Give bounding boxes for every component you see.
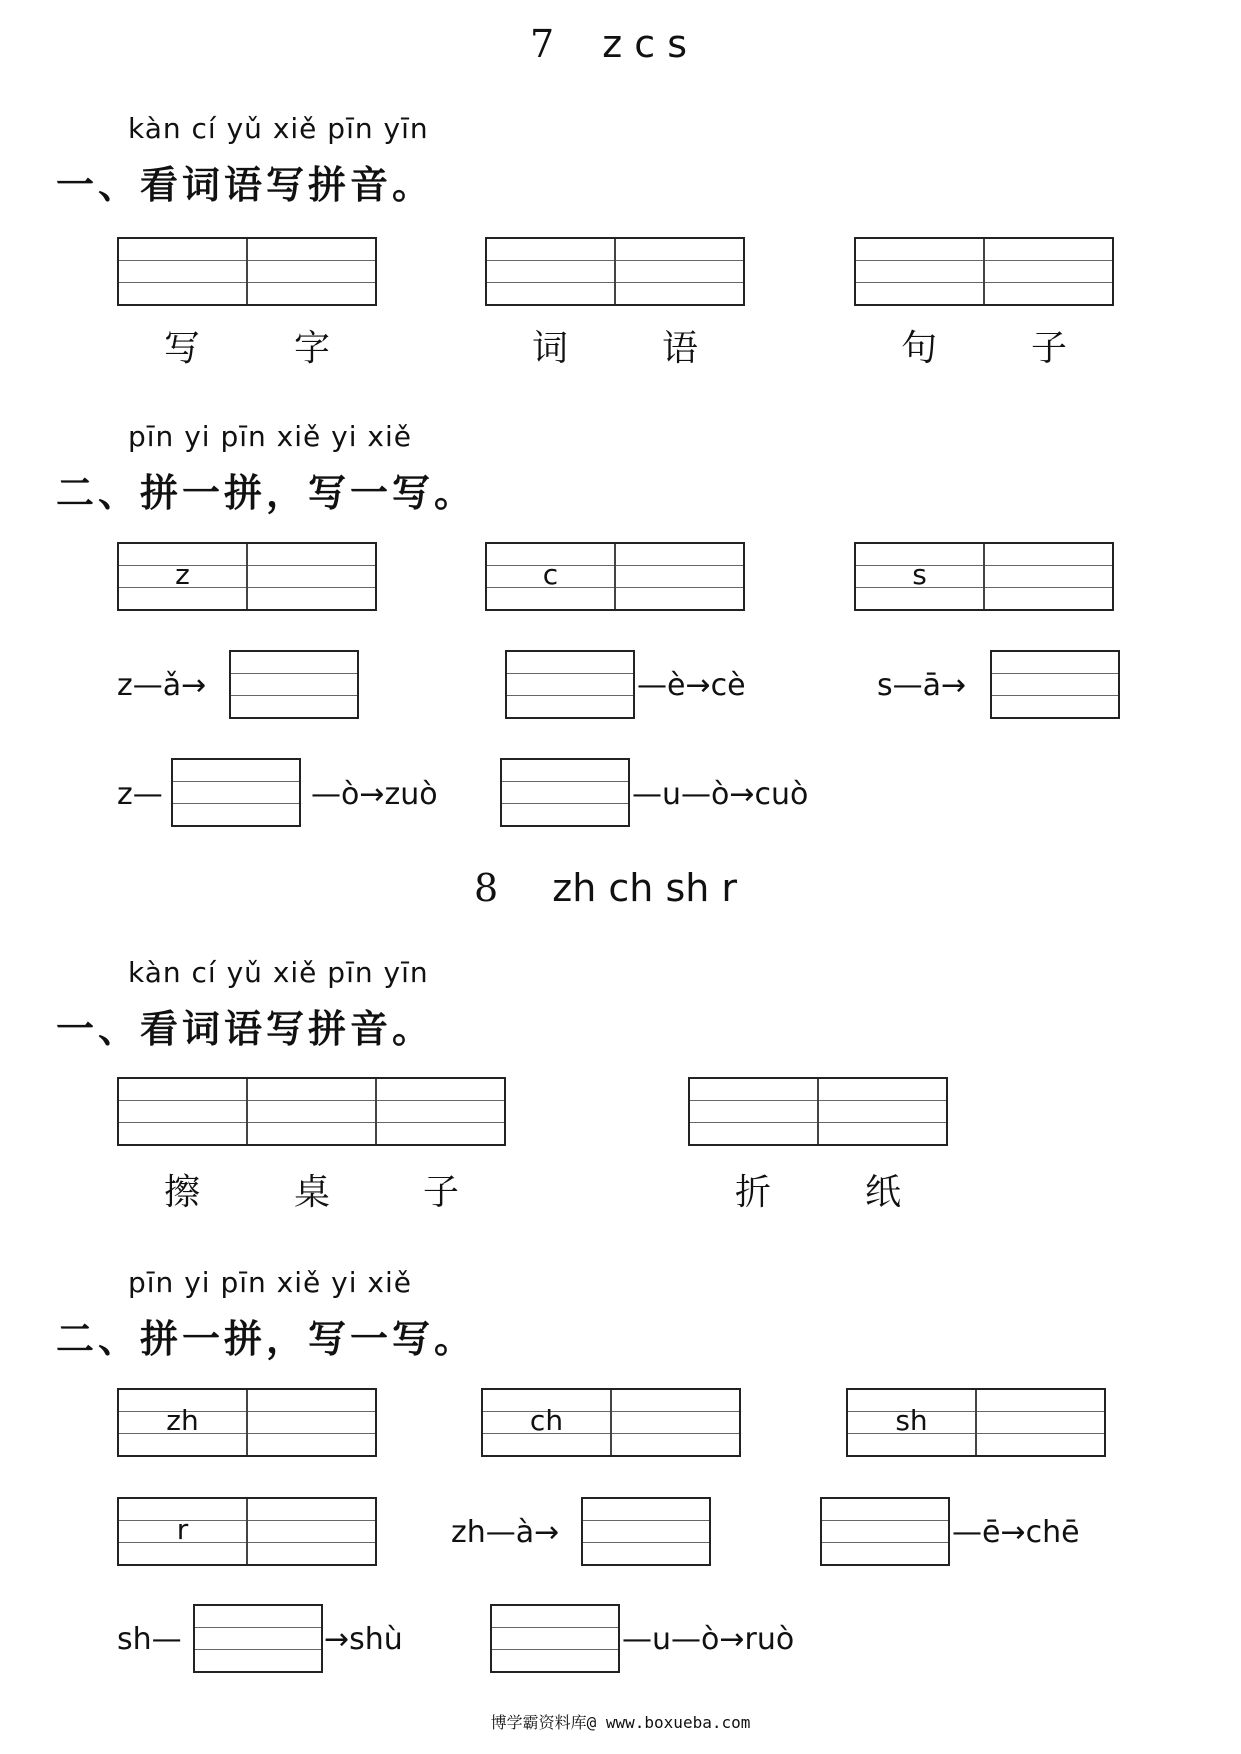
spell-expression: —ò→zuò — [311, 777, 438, 812]
writing-grid[interactable] — [117, 542, 377, 611]
word-char: 纸 — [864, 1172, 901, 1213]
lesson8-s1-pinyin: kàn cí yǔ xiě pīn yīn — [128, 956, 429, 989]
answer-box[interactable] — [229, 650, 359, 719]
answer-box[interactable] — [990, 650, 1120, 719]
given-initial: z — [175, 558, 190, 591]
lesson8-s2-heading: 二、拼一拼，写一写。 — [56, 1317, 477, 1361]
writing-grid[interactable] — [485, 542, 745, 611]
lesson7-s1-pinyin: kàn cí yǔ xiě pīn yīn — [128, 112, 429, 145]
answer-box[interactable] — [500, 758, 630, 827]
given-initial: ch — [529, 1404, 564, 1437]
word-char: 折 — [734, 1172, 771, 1213]
word-char: 写 — [163, 328, 200, 369]
word-char: 子 — [422, 1172, 459, 1213]
writing-grid[interactable] — [854, 542, 1114, 611]
spell-expression: sh— — [117, 1622, 182, 1657]
spell-expression: s—ā→ — [877, 668, 967, 703]
word-char: 词 — [531, 328, 568, 369]
lesson8-number: 8 — [474, 866, 499, 910]
answer-box[interactable] — [505, 650, 635, 719]
spell-expression: —ē→chē — [952, 1515, 1080, 1550]
spell-expression: →shù — [324, 1622, 403, 1657]
answer-box[interactable] — [490, 1604, 620, 1673]
word-char: 子 — [1030, 328, 1067, 369]
writing-grid[interactable] — [117, 1497, 377, 1566]
given-initial: r — [176, 1513, 189, 1546]
writing-grid[interactable] — [481, 1388, 741, 1457]
given-initial: sh — [895, 1404, 928, 1437]
writing-grid[interactable] — [846, 1388, 1106, 1457]
footer-watermark: 博学霸资料库@ www.boxueba.com — [490, 1713, 751, 1732]
given-initial: zh — [166, 1404, 199, 1437]
lesson8-title — [474, 866, 737, 910]
spell-expression: z—ǎ→ — [117, 668, 207, 703]
spell-expression: z— — [117, 777, 163, 812]
given-initial: c — [542, 558, 559, 591]
spell-expression: —u—ò→ruò — [622, 1622, 795, 1657]
word-char: 字 — [293, 328, 330, 369]
answer-box[interactable] — [171, 758, 301, 827]
word-char: 句 — [900, 328, 937, 369]
lesson7-s2-pinyin: pīn yi pīn xiě yi xiě — [128, 420, 412, 453]
writing-grid[interactable] — [688, 1077, 948, 1146]
writing-grid[interactable] — [854, 237, 1114, 306]
lesson7-s1-heading: 一、看词语写拼音。 — [56, 163, 435, 207]
spell-expression: —è→cè — [637, 668, 746, 703]
answer-box[interactable] — [193, 1604, 323, 1673]
writing-grid[interactable] — [117, 1388, 377, 1457]
lesson7-number: 7 — [530, 22, 555, 66]
answer-box[interactable] — [820, 1497, 950, 1566]
given-initial: s — [912, 558, 927, 591]
writing-grid[interactable] — [485, 237, 745, 306]
lesson7-title — [530, 22, 687, 66]
writing-grid[interactable] — [117, 237, 377, 306]
spell-expression: zh—à→ — [451, 1515, 560, 1550]
word-char: 语 — [661, 328, 698, 369]
word-char: 擦 — [163, 1172, 200, 1213]
lesson7-letters: z c s — [602, 22, 688, 66]
lesson8-s2-pinyin: pīn yi pīn xiě yi xiě — [128, 1266, 412, 1299]
writing-grid[interactable] — [117, 1077, 506, 1146]
spell-expression: —u—ò→cuò — [632, 777, 809, 812]
lesson8-letters: zh ch sh r — [552, 866, 738, 910]
lesson7-s2-heading: 二、拼一拼，写一写。 — [56, 471, 477, 515]
answer-box[interactable] — [581, 1497, 711, 1566]
word-char: 桌 — [293, 1172, 330, 1213]
lesson8-s1-heading: 一、看词语写拼音。 — [56, 1007, 435, 1051]
